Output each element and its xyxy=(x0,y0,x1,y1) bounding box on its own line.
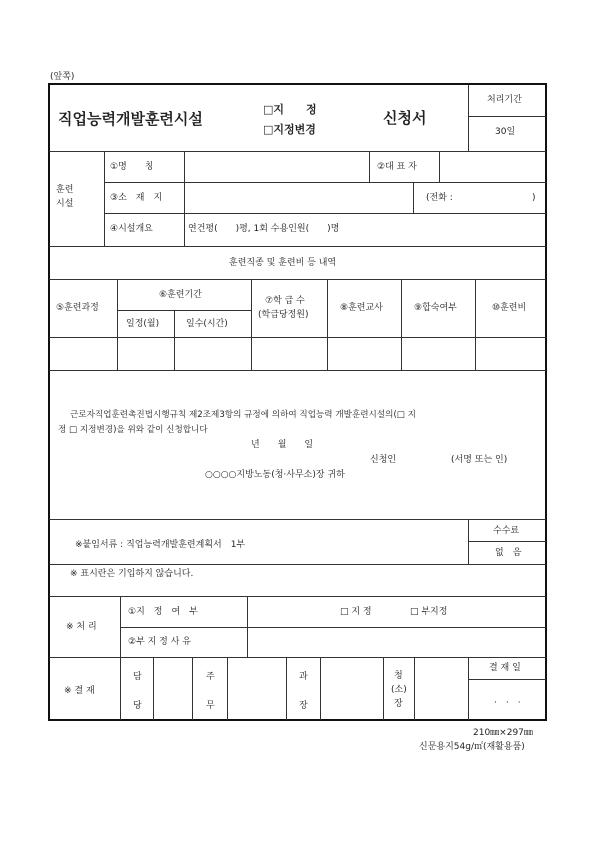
dormitory-cell[interactable] xyxy=(403,339,474,369)
students-cell[interactable] xyxy=(253,339,326,369)
form-border-right xyxy=(545,83,547,721)
months-cell[interactable] xyxy=(119,339,173,369)
staff-char-2: 당 xyxy=(133,701,142,711)
attachments-text: ※붙임서류 : 직업능력개발훈련계획서 1부 xyxy=(75,540,246,550)
form-border-bottom xyxy=(48,719,547,721)
chief-sign-box[interactable] xyxy=(229,659,285,718)
form-border-left xyxy=(48,83,50,721)
statement-line-1: 근로자직업훈련촉진법시행규칙 제2조제3항의 규정에 의하여 직업능력 개발훈련시설의(□ 지 xyxy=(70,410,416,420)
fee-header: 수수료 xyxy=(493,526,520,536)
paper-size: 210㎜×297㎜ xyxy=(473,728,533,738)
representative-field[interactable] xyxy=(441,153,544,181)
students-label: ⑦학 급 수 xyxy=(265,296,305,306)
students-sub-label: (학급당정원) xyxy=(258,310,309,320)
chief-char-2: 무 xyxy=(206,701,215,711)
period-days-label: 일수(시간) xyxy=(186,319,228,329)
section-char-1: 과 xyxy=(299,672,308,682)
staff-sign-box[interactable] xyxy=(155,659,191,718)
overview-value[interactable]: 연건평( )평, 1회 수용인원( )명 xyxy=(188,224,340,234)
instructor-label: ⑧훈련교사 xyxy=(340,303,383,313)
phone-label: (전화 : xyxy=(426,193,453,203)
fee-label: ⑩훈련비 xyxy=(492,303,527,313)
statement-date: 년 월 일 xyxy=(251,440,314,450)
phone-close: ) xyxy=(532,193,536,203)
processing-period-value: 30일 xyxy=(495,127,516,137)
processing-label: ※ 처 리 xyxy=(66,622,97,632)
phone-field[interactable] xyxy=(464,184,530,212)
signature-label: (서명 또는 인) xyxy=(451,455,508,465)
facility-label-1: 훈련 xyxy=(56,185,74,195)
option-designation: □지 정 xyxy=(263,103,317,116)
facility-label-2: 시설 xyxy=(56,199,74,209)
section-char-2: 장 xyxy=(299,701,308,711)
doc-type: 신청서 xyxy=(383,109,427,127)
option-designated[interactable]: □ 지 정 xyxy=(340,607,372,617)
recipient: ○○○○지방노동(청·사무소)장 귀하 xyxy=(205,470,345,480)
head-char-2: (소) xyxy=(391,685,407,695)
name-field[interactable] xyxy=(186,153,368,181)
period-months-label: 일정(월) xyxy=(126,319,160,329)
statement-line-2: 정 □ 지정변경)을 위와 같이 신청합니다 xyxy=(58,425,208,435)
section-sign-box[interactable] xyxy=(322,659,382,718)
instructor-cell[interactable] xyxy=(329,339,400,369)
period-label: ⑥훈련기간 xyxy=(159,290,202,300)
head-char-1: 청 xyxy=(394,671,403,681)
processing-period-label: 처리기간 xyxy=(487,95,522,105)
option-designation-change: □지정변경 xyxy=(263,123,316,136)
approval-date-value: · · · xyxy=(494,698,521,708)
location-field[interactable] xyxy=(186,184,412,212)
days-cell[interactable] xyxy=(176,339,250,369)
head-char-3: 장 xyxy=(394,699,403,709)
course-cell[interactable] xyxy=(50,339,116,369)
location-label: ③소 재 지 xyxy=(110,193,163,203)
option-not-designated[interactable]: □ 부지정 xyxy=(410,607,448,617)
head-sign-box[interactable] xyxy=(416,659,467,718)
reason-field[interactable] xyxy=(249,629,544,656)
overview-label: ④시설개요 xyxy=(110,224,153,234)
page-label: (앞쪽) xyxy=(50,72,75,82)
name-label: ①명 칭 xyxy=(110,162,154,172)
designation-label: ①지 정 여 부 xyxy=(128,607,198,617)
paper-spec: 신문용지54g/㎡(재활용품) xyxy=(419,742,525,752)
reason-label: ②부 지 정 사 유 xyxy=(128,637,191,647)
note-text: ※ 표시란은 기입하지 않습니다. xyxy=(70,569,194,579)
staff-char-1: 담 xyxy=(133,672,142,682)
course-label: ⑤훈련과정 xyxy=(56,303,99,313)
fee-value: 없 음 xyxy=(495,548,522,558)
applicant-label: 신청인 xyxy=(370,455,397,465)
approval-date-label: 결 재 일 xyxy=(489,663,521,673)
approval-label: ※ 결 재 xyxy=(64,686,95,696)
dormitory-label: ⑨합숙여부 xyxy=(414,303,457,313)
representative-label: ②대 표 자 xyxy=(377,162,417,172)
form-border-top xyxy=(48,83,547,85)
training-section-title: 훈련직종 및 훈련비 등 내역 xyxy=(229,258,337,268)
fee-cell[interactable] xyxy=(477,339,544,369)
chief-char-1: 주 xyxy=(206,672,215,682)
form-title: 직업능력개발훈련시설 xyxy=(58,110,203,128)
